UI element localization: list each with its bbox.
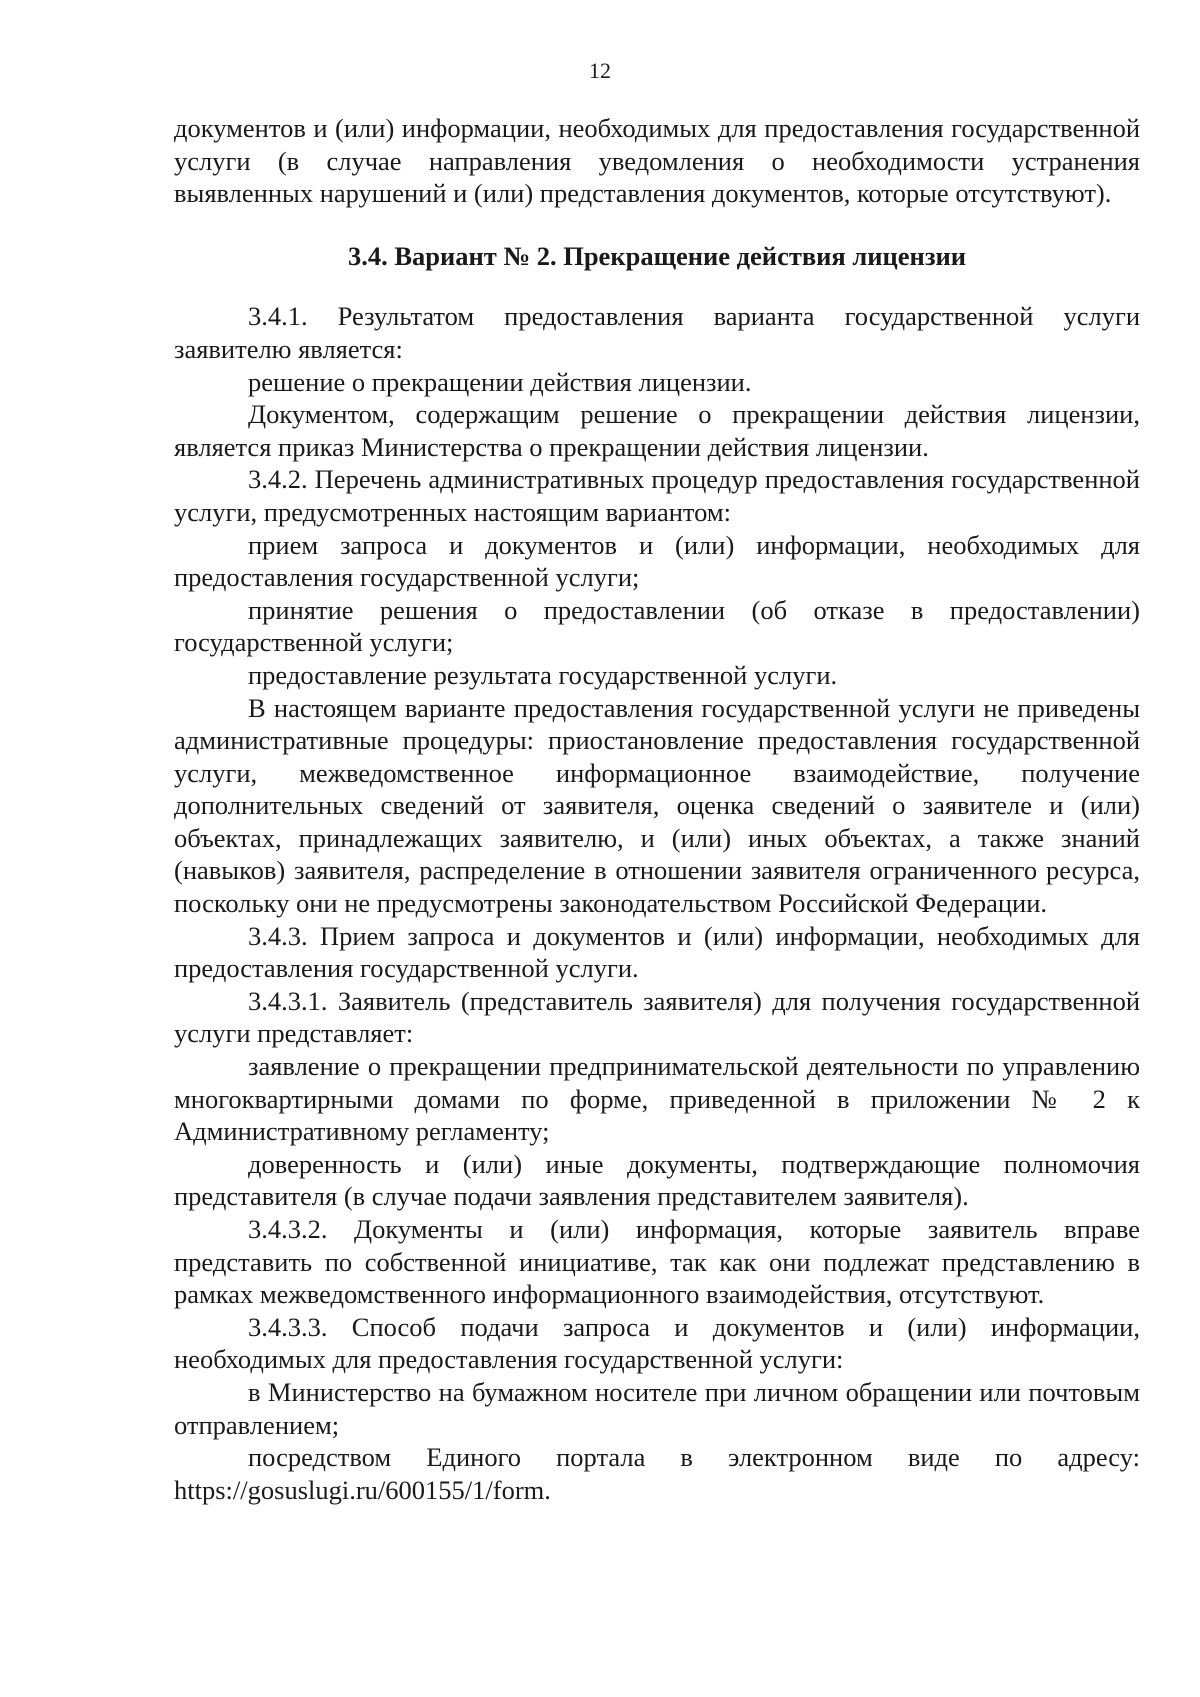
paragraph-3-4-2: 3.4.2. Перечень административных процедур предоставления государственной услуги, предусмотренных настоящим вариантом: (174, 464, 1140, 527)
paragraph-3-4-3-1: 3.4.3.1. Заявитель (представитель заявителя) для получения государственной услуги представляет: (174, 985, 1140, 1049)
paragraph-procedure-result: предоставление результата государственной услуги. (248, 659, 838, 690)
paragraph-procedure-intake: прием запроса и документов и (или) информации, необходимых для предоставления государственной услуги; (174, 529, 1140, 593)
paragraph-power-of-attorney: доверенность и (или) иные документы, подтверждающие полномочия представителя (в случае подачи заявления представителем заявителя). (174, 1148, 1140, 1212)
paragraph-3-4-3-3: 3.4.3.3. Способ подачи запроса и документов и (или) информации, необходимых для предоставления государственной услуги: (174, 1311, 1140, 1375)
paragraph-submit-portal: посредством Единого портала в электронном виде по адресу: https://gosuslugi.ru/600155/1/form. (174, 1442, 1140, 1505)
paragraph-procedure-decision: принятие решения о предоставлении (об отказе в предоставлении) государственной услуги; (174, 594, 1140, 658)
section-heading: 3.4. Вариант № 2. Прекращение действия лицензии (347, 240, 967, 271)
page-number: 12 (589, 58, 611, 83)
paragraph-3-4-3: 3.4.3. Прием запроса и документов и (или) информации, необходимых для предоставления государственной услуги. (174, 920, 1140, 984)
paragraph-application-form: заявление о прекращении предпринимательской деятельности по управлению многоквартирными домами по форме, приведенной в приложении № 2 к Административному регламенту; (174, 1051, 1140, 1147)
paragraph-3-4-1: 3.4.1. Результатом предоставления варианта государственной услуги заявителю является: (174, 301, 1140, 364)
paragraph-continuation: документов и (или) информации, необходимых для предоставления государственной услуги (в случае направления уведомления о необходимости устранения выявленных нарушений и (или) представления документов, которые отсутствуют). (174, 113, 1140, 209)
paragraph-3-4-3-2: 3.4.3.2. Документы и (или) информация, которые заявитель вправе представить по собственной инициативе, так как они подлежат представлению в рамках межведомственного информационного взаимодействия, отсутствуют. (174, 1214, 1140, 1310)
paragraph-result-decision: решение о прекращении действия лицензии. (248, 366, 752, 397)
paragraph-result-document: Документом, содержащим решение о прекращении действия лицензии, является приказ Министерства о прекращении действия лицензии. (174, 399, 1140, 462)
paragraph-submit-paper: в Министерство на бумажном носителе при личном обращении или почтовым отправлением; (174, 1376, 1140, 1440)
paragraph-excluded-procedures: В настоящем варианте предоставления государственной услуги не приведены административные процедуры: приостановление предоставления государственной услуги, межведомственное информационное взаимодействие, получение дополнительных сведений от заявителя, оценка сведений о заявителе и (или) объектах, принадлежащих заявителю, и (или) иных объектах, а также знаний (навыков) заявителя, распределение в отношении заявителя ограниченного ресурса, поскольку они не предусмотрены законодательством Российской Федерации. (174, 692, 1140, 919)
document-body (174, 112, 1140, 1506)
